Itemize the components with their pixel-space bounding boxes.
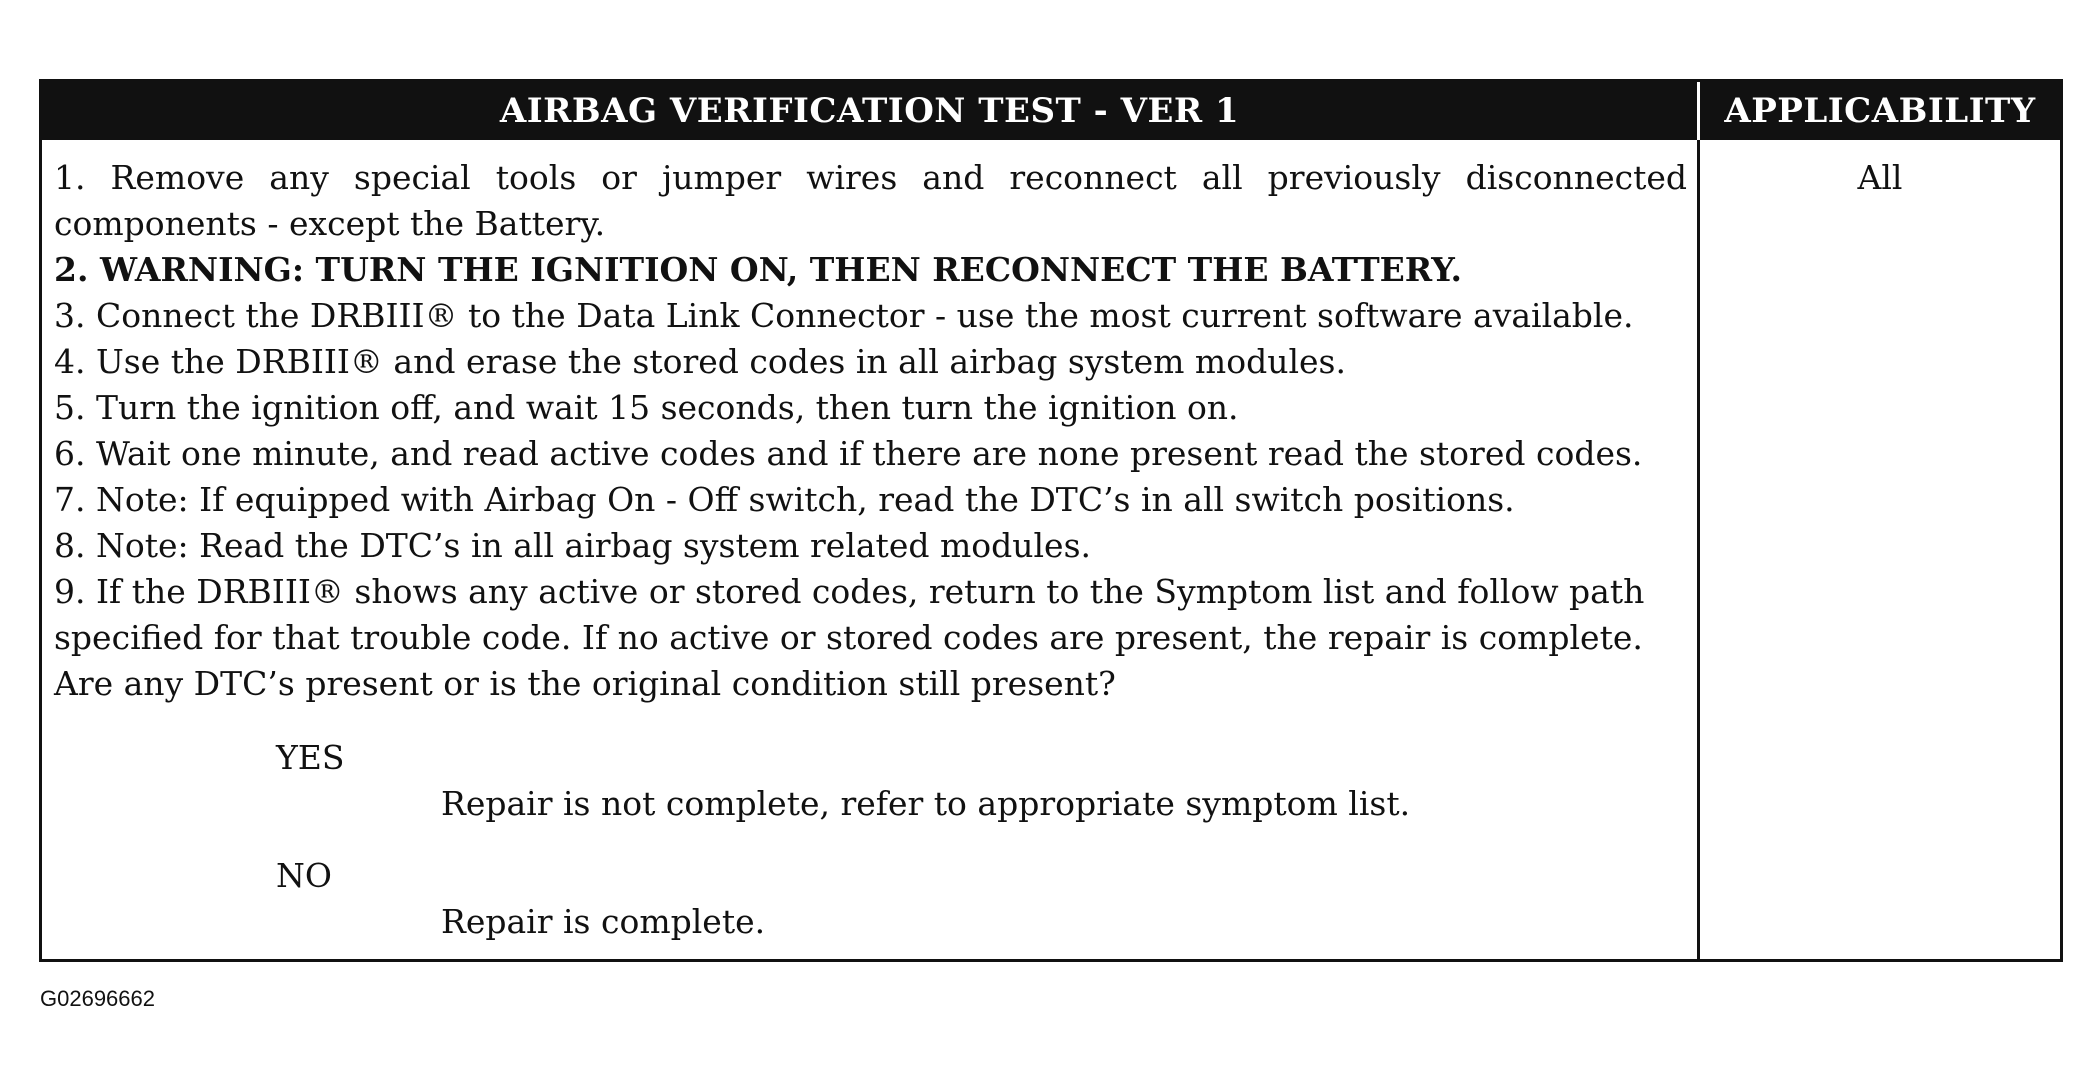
procedure-question: Are any DTC’s present or is the original condition still present? xyxy=(54,664,1116,703)
answer-yes-text: Repair is not complete, refer to appropriate symptom list. xyxy=(441,784,1411,823)
procedure-step-9: 9. If the DRBIII® shows any active or stored codes, return to the Symptom list and follow path specified for that trouble code. If no active or stored codes are present, the repair is complete. xyxy=(54,572,1645,657)
table-header-test-title: AIRBAG VERIFICATION TEST - VER 1 xyxy=(42,82,1700,140)
procedure-step-4: 4. Use the DRBIII® and erase the stored codes in all airbag system modules. xyxy=(54,342,1346,381)
answer-no-label: NO xyxy=(276,856,332,895)
procedure-step-1: 1. Remove any special tools or jumper wires and reconnect all previously disconnected components - except the Battery. xyxy=(54,158,1687,243)
answer-no-text: Repair is complete. xyxy=(441,902,766,941)
answer-yes-label: YES xyxy=(276,738,345,777)
procedure-step-6: 6. Wait one minute, and read active codes and if there are none present read the stored codes. xyxy=(54,434,1643,473)
applicability-value: All xyxy=(1857,158,1903,197)
figure-id: G02696662 xyxy=(40,986,155,1011)
table-header-applicability: APPLICABILITY xyxy=(1700,82,2060,140)
procedure-step-2-warning: 2. WARNING: TURN THE IGNITION ON, THEN RECONNECT THE BATTERY. xyxy=(54,250,1462,289)
procedure-step-8: 8. Note: Read the DTC’s in all airbag system related modules. xyxy=(54,526,1092,565)
procedure-step-5: 5. Turn the ignition off, and wait 15 seconds, then turn the ignition on. xyxy=(54,388,1239,427)
applicability-cell xyxy=(1700,140,2060,959)
procedure-step-7: 7. Note: If equipped with Airbag On - Off switch, read the DTC’s in all switch positions. xyxy=(54,480,1515,519)
procedure-cell xyxy=(42,140,1700,959)
procedure-step-3: 3. Connect the DRBIII® to the Data Link Connector - use the most current software available. xyxy=(54,296,1634,335)
verification-test-table xyxy=(39,79,2063,962)
